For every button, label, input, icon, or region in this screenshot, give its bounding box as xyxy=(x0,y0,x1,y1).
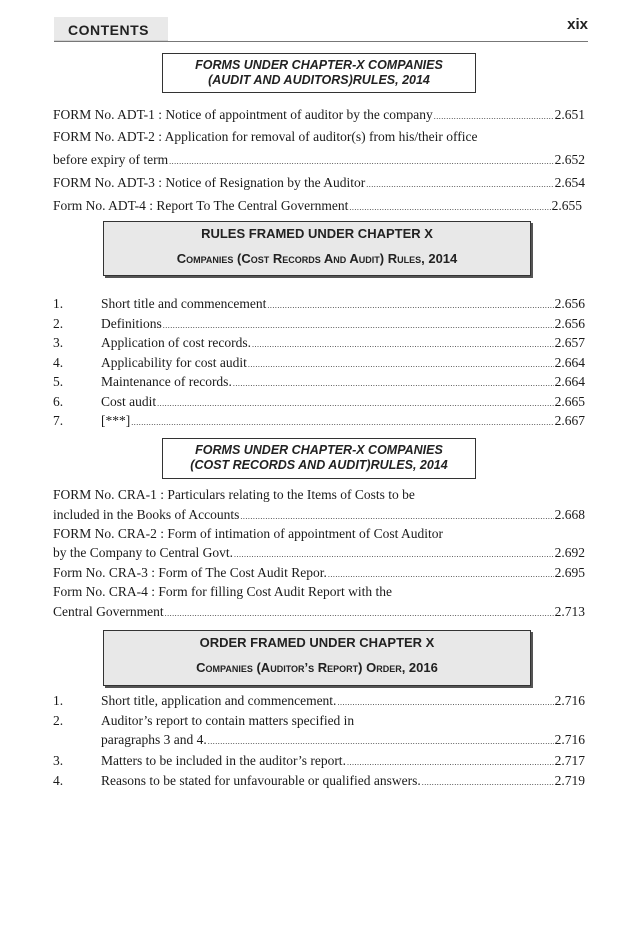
entry-page: 2.664 xyxy=(554,374,585,389)
toc-entry-rule-1[interactable] xyxy=(101,295,585,315)
leader-dots xyxy=(233,375,554,393)
entry-page: 2.716 xyxy=(554,693,585,708)
toc-entry-rule-6[interactable] xyxy=(101,393,585,413)
entry-text: Applicability for cost audit xyxy=(101,355,247,370)
entry-page: 2.652 xyxy=(554,152,585,167)
entry-page: 2.657 xyxy=(554,335,585,350)
rule-number: 3. xyxy=(53,335,64,350)
order-number: 2. xyxy=(53,713,64,728)
entry-text: Matters to be included in the auditor’s report. xyxy=(101,753,346,768)
rule-number: 7. xyxy=(53,413,64,428)
leader-dots xyxy=(267,297,553,315)
leader-dots xyxy=(240,508,553,526)
entry-text: before expiry of term xyxy=(53,152,169,167)
entry-page: 2.654 xyxy=(554,175,585,190)
leader-dots xyxy=(208,733,554,751)
order-number: 3. xyxy=(53,753,64,768)
toc-entry-order-3[interactable] xyxy=(101,752,585,772)
heading-line-1: FORMS UNDER CHAPTER-X COMPANIES xyxy=(195,443,443,457)
entry-page: 2.695 xyxy=(554,565,585,580)
rule-number: 1. xyxy=(53,296,64,311)
rule-number: 2. xyxy=(53,316,64,331)
entry-text: Application of cost records. xyxy=(101,335,251,350)
toc-entry-rule-2[interactable] xyxy=(101,315,585,335)
heading-line-1: FORMS UNDER CHAPTER-X COMPANIES xyxy=(195,58,443,72)
toc-entry-rule-4[interactable] xyxy=(101,354,585,374)
entry-text: paragraphs 3 and 4. xyxy=(101,732,207,747)
toc-entry-cra-1-line-1[interactable]: FORM No. CRA-1 : Particulars relating to the Items of Costs to be xyxy=(53,487,415,502)
toc-entry-adt-2[interactable] xyxy=(53,151,585,171)
order-caro-heading xyxy=(103,630,531,686)
leader-dots xyxy=(434,108,554,126)
entry-page: 2.656 xyxy=(554,296,585,311)
heading-line-1: ORDER FRAMED UNDER CHAPTER X xyxy=(199,635,435,650)
entry-text: [***] xyxy=(101,413,131,428)
leader-dots xyxy=(157,395,553,413)
forms-audit-heading xyxy=(162,53,476,93)
order-number: 4. xyxy=(53,773,64,788)
entry-page: 2.713 xyxy=(554,604,585,619)
entry-text: FORM No. ADT-3 : Notice of Resignation by the Auditor xyxy=(53,175,366,190)
heading-line-2: Companies (Auditor’s Report) Order, 2016 xyxy=(196,660,438,675)
entry-text: Form No. ADT-4 : Report To The Central Government xyxy=(53,198,349,213)
toc-entry-adt-4[interactable] xyxy=(53,197,582,217)
entry-page: 2.655 xyxy=(551,198,582,213)
entry-text: included in the Books of Accounts xyxy=(53,507,240,522)
entry-text: Central Government xyxy=(53,604,164,619)
leader-dots xyxy=(366,176,553,194)
entry-text: Short title, application and commencement. xyxy=(101,693,337,708)
leader-dots xyxy=(328,566,554,584)
toc-entry-cra-4-line-1[interactable]: Form No. CRA-4 : Form for filling Cost Audit Report with the xyxy=(53,584,393,599)
entry-page: 2.719 xyxy=(554,773,585,788)
toc-entry-adt-2-line-1[interactable]: FORM No. ADT-2 : Application for removal of auditor(s) from his/their office xyxy=(53,129,478,144)
rule-number: 6. xyxy=(53,394,64,409)
section-title: CONTENTS xyxy=(54,17,168,41)
entry-text: Definitions xyxy=(101,316,162,331)
leader-dots xyxy=(169,153,554,171)
toc-entry-order-2-line-1[interactable]: Auditor’s report to contain matters specified in xyxy=(101,713,355,728)
leader-dots xyxy=(347,754,554,772)
toc-entry-cra-4[interactable] xyxy=(53,603,585,623)
entry-text: by the Company to Central Govt. xyxy=(53,545,233,560)
rule-number: 5. xyxy=(53,374,64,389)
leader-dots xyxy=(422,774,554,792)
toc-entry-order-1[interactable] xyxy=(101,692,585,712)
order-number: 1. xyxy=(53,693,64,708)
entry-text: Maintenance of records. xyxy=(101,374,232,389)
toc-entry-rule-3[interactable] xyxy=(101,334,585,354)
toc-entry-adt-3[interactable] xyxy=(53,174,585,194)
leader-dots xyxy=(165,605,554,623)
entry-text: Form No. CRA-3 : Form of The Cost Audit Repor. xyxy=(53,565,327,580)
entry-page: 2.668 xyxy=(554,507,585,522)
toc-entry-cra-1[interactable] xyxy=(53,506,585,526)
entry-text: FORM No. ADT-1 : Notice of appointment of auditor by the company xyxy=(53,107,433,122)
leader-dots xyxy=(248,356,554,374)
toc-entry-order-2[interactable] xyxy=(101,731,585,751)
entry-page: 2.651 xyxy=(554,107,585,122)
toc-entry-rule-7[interactable] xyxy=(101,412,585,432)
rule-number: 4. xyxy=(53,355,64,370)
heading-line-2: (AUDIT AND AUDITORS)RULES, 2014 xyxy=(208,73,430,87)
entry-page: 2.656 xyxy=(554,316,585,331)
heading-line-1: RULES FRAMED UNDER CHAPTER X xyxy=(201,226,433,241)
entry-page: 2.665 xyxy=(554,394,585,409)
entry-page: 2.717 xyxy=(554,753,585,768)
rules-cost-records-heading xyxy=(103,221,531,276)
forms-cost-records-heading xyxy=(162,438,476,479)
toc-entry-rule-5[interactable] xyxy=(101,373,585,393)
header-rule xyxy=(54,41,588,42)
toc-entry-cra-3[interactable] xyxy=(53,564,585,584)
toc-entry-order-4[interactable] xyxy=(101,772,585,792)
leader-dots xyxy=(349,199,550,217)
entry-page: 2.664 xyxy=(554,355,585,370)
page-number: xix xyxy=(567,16,588,33)
leader-dots xyxy=(131,414,553,432)
leader-dots xyxy=(163,317,554,335)
entry-text: Reasons to be stated for unfavourable or qualified answers. xyxy=(101,773,421,788)
toc-entry-cra-2-line-1[interactable]: FORM No. CRA-2 : Form of intimation of appointment of Cost Auditor xyxy=(53,526,444,541)
entry-page: 2.692 xyxy=(554,545,585,560)
heading-line-2: (COST RECORDS AND AUDIT)RULES, 2014 xyxy=(190,458,448,472)
toc-entry-adt-1[interactable] xyxy=(53,106,585,126)
toc-entry-cra-2[interactable] xyxy=(53,544,585,564)
leader-dots xyxy=(234,546,554,564)
entry-text: Cost audit xyxy=(101,394,157,409)
heading-line-2: Companies (Cost Records And Audit) Rules, 2014 xyxy=(176,251,458,266)
leader-dots xyxy=(337,694,553,712)
leader-dots xyxy=(252,336,554,354)
entry-page: 2.716 xyxy=(554,732,585,747)
entry-page: 2.667 xyxy=(554,413,585,428)
entry-text: Short title and commencement xyxy=(101,296,267,311)
